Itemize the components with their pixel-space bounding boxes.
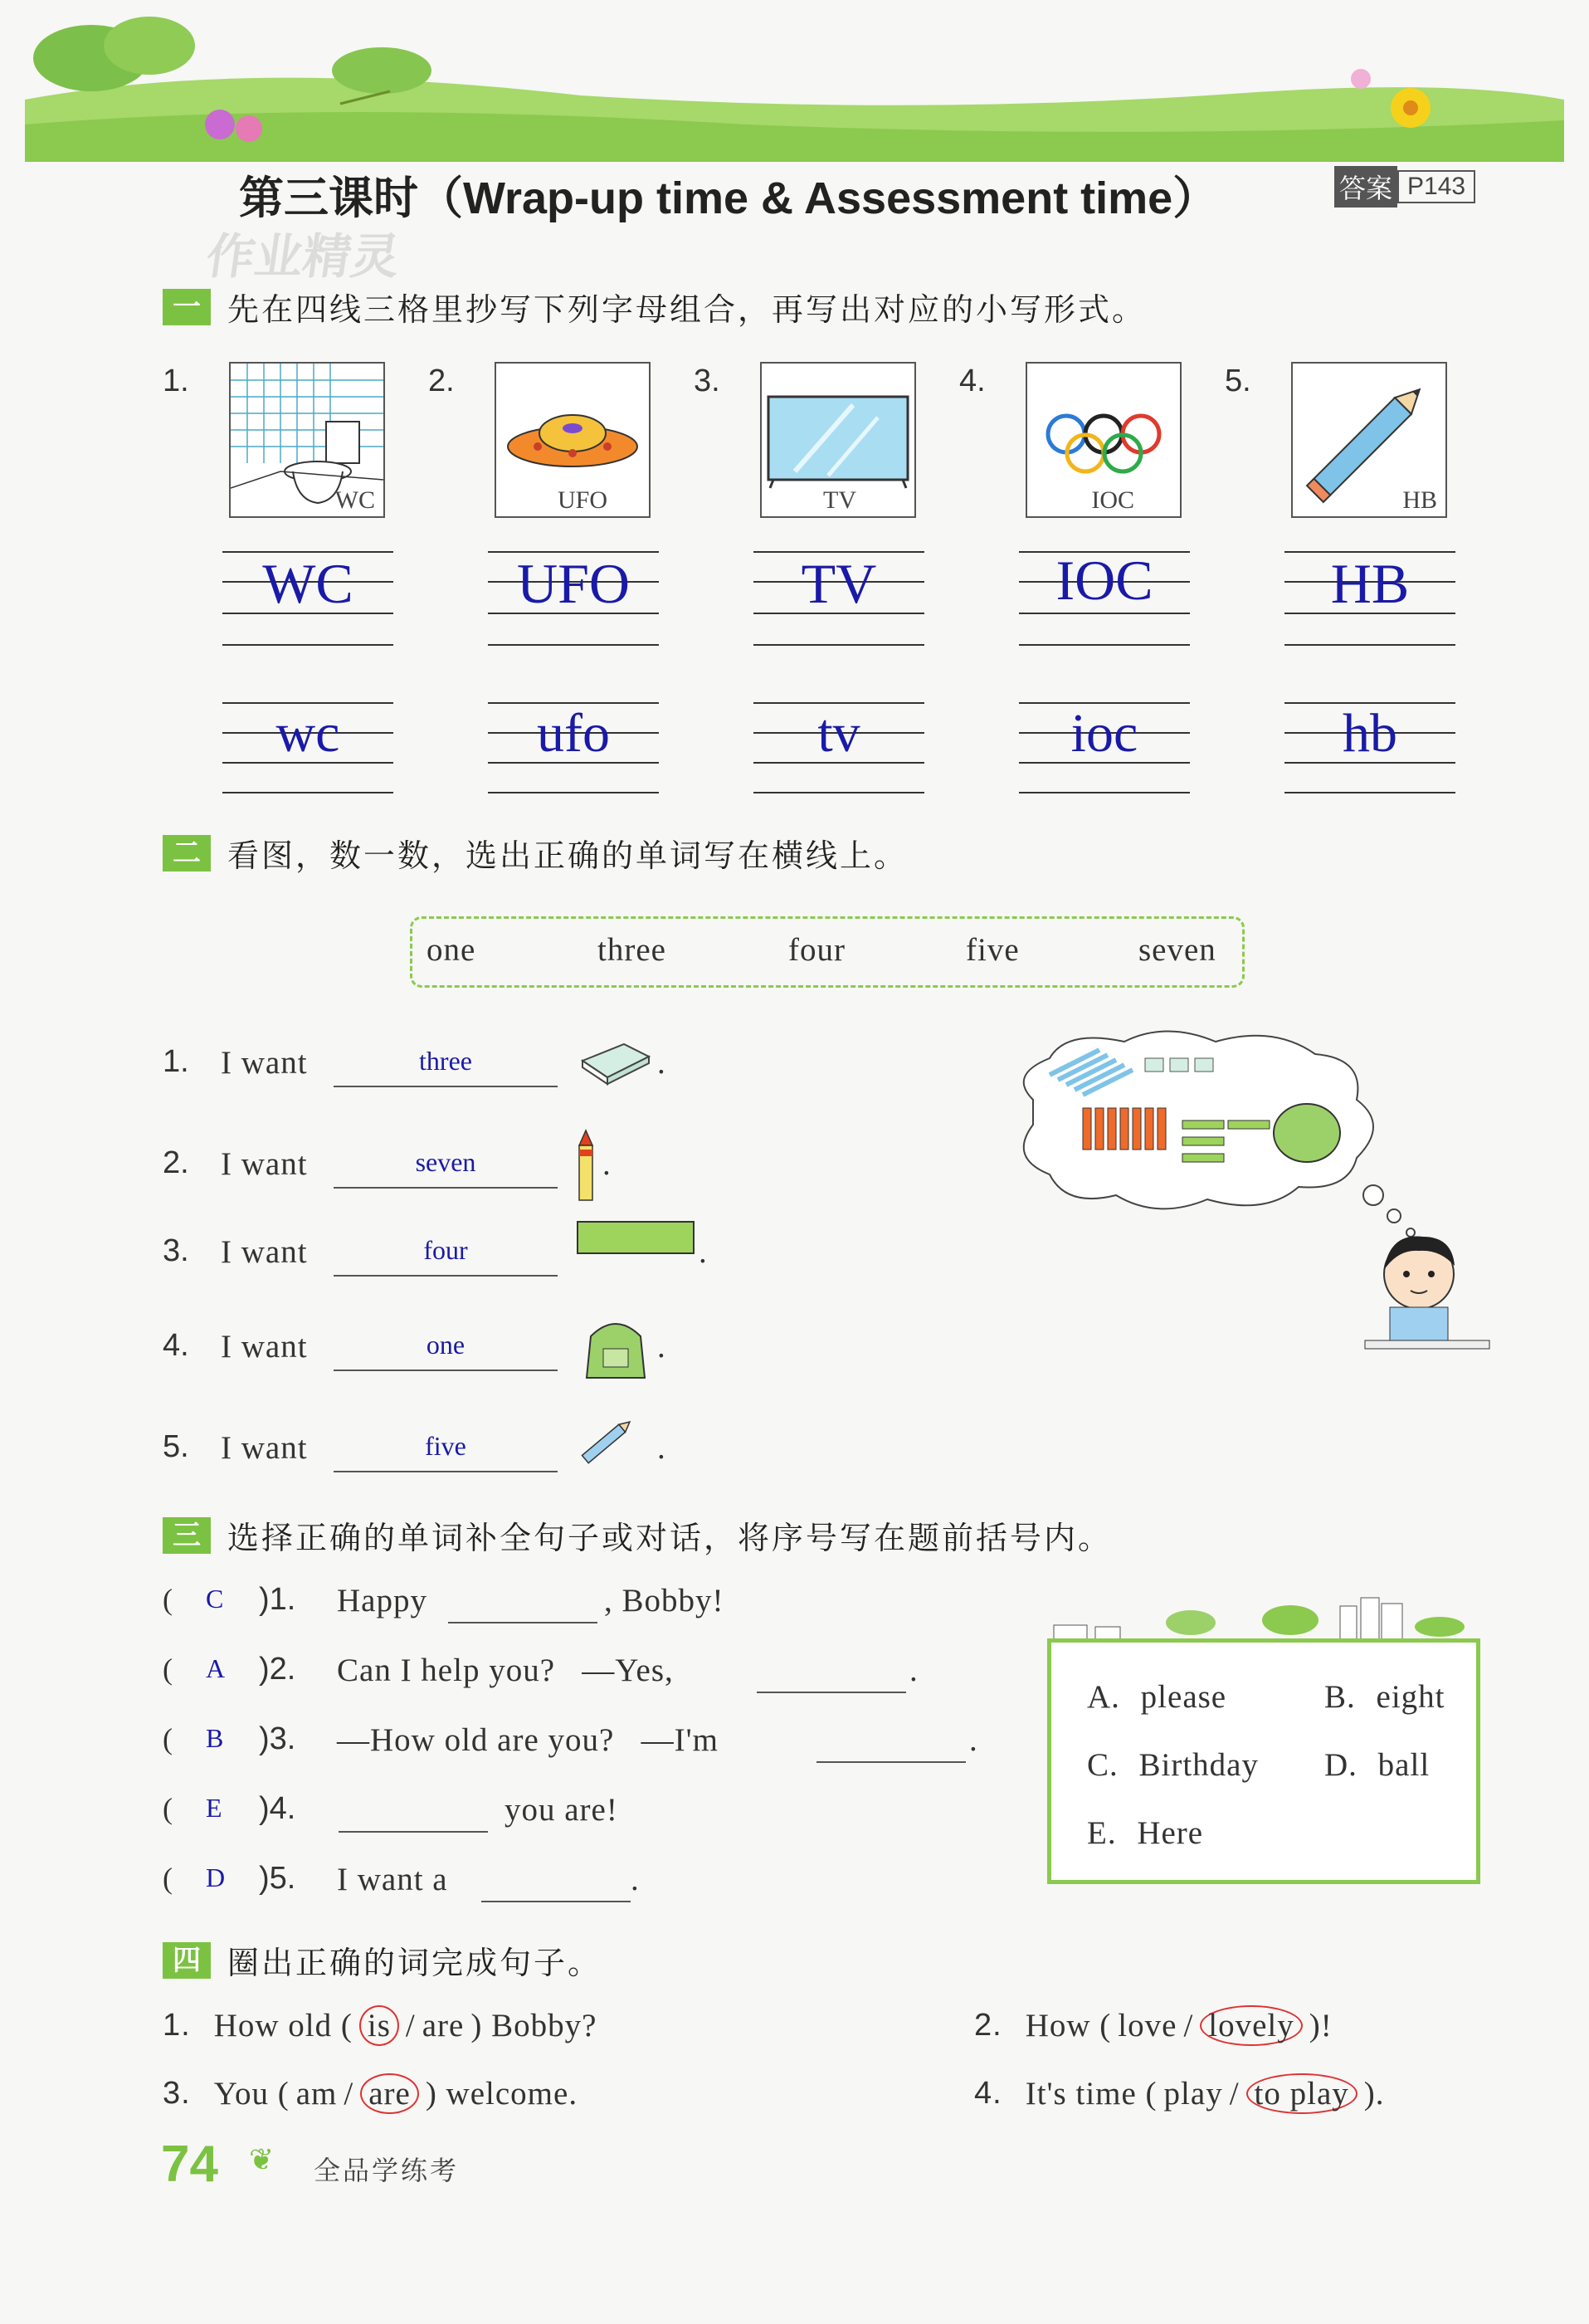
- s2-handwritten-answer[interactable]: four: [423, 1235, 468, 1265]
- answer-blank[interactable]: [481, 1901, 631, 1902]
- lowercase-answer[interactable]: ioc: [1070, 703, 1138, 764]
- crayons-in-bubble: [1083, 1108, 1166, 1150]
- answer-page: P143: [1397, 170, 1475, 203]
- option-C: [1087, 1746, 1259, 1784]
- word-bank-word: one: [426, 932, 476, 968]
- s4-pre: It's time (: [1025, 2076, 1158, 2112]
- s4-pre: How (: [1025, 2008, 1112, 2043]
- section3-instruction: 选择正确的单词补全句子或对话，将序号写在题前括号内。: [227, 1520, 1113, 1556]
- s4-post: ) Bobby?: [470, 2008, 597, 2043]
- picture-label: TV: [823, 486, 856, 514]
- option-word[interactable]: am: [295, 2076, 338, 2112]
- crayon-icon: [569, 1129, 602, 1208]
- period: .: [602, 1146, 612, 1182]
- option-D: [1324, 1746, 1430, 1784]
- circled-word[interactable]: is: [359, 2005, 399, 2046]
- answer-blank[interactable]: [757, 1692, 906, 1693]
- section2-badge: 二: [163, 835, 211, 872]
- writing-guide-line: [1019, 644, 1190, 646]
- word-bank-word: five: [966, 932, 1020, 968]
- s2-item-no: 5.: [163, 1429, 189, 1464]
- pencil-icon: [574, 1413, 641, 1475]
- option-letter: C.: [1087, 1747, 1119, 1783]
- s4-sentence: [163, 2005, 597, 2046]
- uppercase-answer[interactable]: IOC: [1055, 549, 1153, 612]
- open-paren: (: [163, 1653, 173, 1686]
- option-word: eight: [1376, 1679, 1445, 1715]
- slash: /: [1229, 2076, 1240, 2112]
- pencil-picture: [1291, 362, 1447, 518]
- s2-handwritten-answer[interactable]: seven: [415, 1147, 476, 1177]
- s2-handwritten-answer[interactable]: five: [425, 1431, 466, 1461]
- answer-blank[interactable]: [334, 1471, 558, 1472]
- writing-guide-line: [488, 644, 659, 646]
- answer-blank[interactable]: [339, 1831, 488, 1833]
- town-skyline-decoration: [1050, 1594, 1489, 1643]
- section1-badge: 一: [163, 289, 211, 325]
- section4-instruction: 圈出正确的词完成句子。: [227, 1945, 602, 1981]
- s2-handwritten-answer[interactable]: three: [419, 1046, 472, 1076]
- section3-badge: 三: [163, 1517, 211, 1554]
- answer-blank[interactable]: [334, 1275, 558, 1277]
- s2-item-no: 2.: [163, 1145, 189, 1180]
- circled-word[interactable]: to play: [1246, 2073, 1357, 2114]
- option-B: [1324, 1678, 1445, 1716]
- book-name: 全品学练考: [314, 2155, 460, 2186]
- uppercase-answer[interactable]: WC: [262, 552, 353, 615]
- thought-bubble-illustration: [1000, 1025, 1498, 1357]
- answer-reference: [1334, 166, 1475, 208]
- s3-handwritten-choice[interactable]: D: [206, 1863, 226, 1892]
- s3-handwritten-choice[interactable]: C: [206, 1584, 224, 1614]
- slash: /: [1183, 2008, 1194, 2043]
- section1-heading: [163, 284, 1146, 330]
- picture-label: WC: [334, 486, 375, 514]
- section4-heading: [163, 1937, 602, 1983]
- lowercase-answer[interactable]: wc: [275, 703, 340, 764]
- s3-sentence-before: I want a: [337, 1862, 448, 1897]
- section2-instruction: 看图，数一数，选出正确的单词写在横线上。: [227, 837, 909, 874]
- s1-item-no: 2.: [428, 364, 455, 398]
- ufo-picture: [495, 362, 651, 518]
- picture-label: HB: [1402, 486, 1437, 514]
- answer-blank[interactable]: [448, 1622, 597, 1623]
- page-title: 第三课时（Wrap-up time & Assessment time）: [239, 173, 1218, 223]
- s4-post: )!: [1309, 2008, 1333, 2043]
- picture-label: UFO: [557, 486, 607, 514]
- s1-item-no: 4.: [959, 364, 986, 398]
- s3-handwritten-choice[interactable]: B: [206, 1723, 224, 1753]
- word-bank-word: three: [597, 932, 666, 968]
- slash: /: [405, 2008, 416, 2043]
- s2-item-text: I want: [221, 1045, 308, 1081]
- s3-sentence-before: Can I help you? —Yes,: [337, 1653, 674, 1688]
- s2-item-text: I want: [221, 1146, 308, 1182]
- s4-item-no: 4.: [974, 2076, 1002, 2111]
- slash: /: [344, 2076, 354, 2112]
- writing-guide-line: [1284, 792, 1455, 793]
- s4-sentence: [974, 2073, 1385, 2114]
- s3-item-no: )3.: [259, 1721, 296, 1756]
- answer-blank[interactable]: [816, 1761, 966, 1763]
- option-word: Here: [1137, 1815, 1204, 1851]
- option-word: please: [1140, 1679, 1227, 1715]
- s2-item-text: I want: [221, 1430, 308, 1466]
- s4-item-no: 2.: [974, 2008, 1002, 2043]
- s4-item-no: 1.: [163, 2008, 191, 2043]
- answer-blank[interactable]: [334, 1187, 558, 1189]
- s2-item-text: I want: [221, 1329, 308, 1365]
- writing-guide-line: [753, 792, 924, 793]
- watermark: 作业精灵: [202, 228, 404, 285]
- section2-heading: [163, 830, 908, 876]
- s1-item-no: 5.: [1225, 364, 1251, 398]
- page-number: 74: [161, 2136, 218, 2193]
- word-bank-word: seven: [1138, 932, 1216, 968]
- s3-sentence-after: you are!: [504, 1792, 618, 1828]
- tv-picture: [760, 362, 916, 518]
- s4-pre: You (: [213, 2076, 290, 2112]
- s4-sentence: [974, 2005, 1333, 2046]
- option-word[interactable]: love: [1118, 2008, 1177, 2043]
- boy-illustration: [1365, 1237, 1489, 1350]
- s3-handwritten-choice[interactable]: E: [206, 1793, 222, 1823]
- option-letter: B.: [1324, 1679, 1356, 1715]
- s2-item-no: 1.: [163, 1044, 189, 1079]
- s3-sentence-after: , Bobby!: [604, 1583, 724, 1618]
- option-word: Birthday: [1138, 1747, 1259, 1783]
- period: .: [657, 1430, 666, 1466]
- section1-instruction: 先在四线三格里抄写下列字母组合，再写出对应的小写形式。: [227, 291, 1147, 328]
- header-meadow-banner: [0, 0, 1589, 166]
- option-E: [1087, 1814, 1203, 1852]
- lowercase-answer[interactable]: ufo: [537, 703, 610, 764]
- lowercase-answer[interactable]: hb: [1343, 703, 1397, 764]
- s1-item-no: 3.: [694, 364, 720, 398]
- erasers-in-bubble: [1145, 1058, 1213, 1072]
- s3-sentence-after: .: [909, 1653, 919, 1688]
- open-paren: (: [163, 1792, 173, 1825]
- ruler-icon: [574, 1217, 699, 1262]
- s4-sentence: [163, 2073, 578, 2114]
- s2-item-no: 3.: [163, 1233, 189, 1268]
- writing-guide-line: [753, 644, 924, 646]
- s3-item-no: )1.: [259, 1582, 296, 1617]
- s4-post: ).: [1363, 2076, 1385, 2112]
- word-bank-word: four: [788, 932, 846, 968]
- s3-sentence-before: Happy: [337, 1583, 427, 1618]
- s3-sentence-before: —How old are you? —I'm: [337, 1722, 719, 1758]
- option-letter: D.: [1324, 1747, 1357, 1783]
- lowercase-answer[interactable]: tv: [817, 703, 860, 764]
- schoolbag-icon: [574, 1311, 657, 1390]
- answer-blank[interactable]: [334, 1086, 558, 1087]
- answer-tag: 答案: [1334, 166, 1397, 208]
- period: .: [657, 1329, 666, 1365]
- section3-heading: [163, 1512, 1112, 1558]
- toilet-picture: [229, 362, 385, 518]
- s3-item-no: )4.: [259, 1791, 296, 1826]
- writing-guide-line: [1019, 792, 1190, 793]
- s2-item-text: I want: [221, 1234, 308, 1270]
- open-paren: (: [163, 1862, 173, 1895]
- olympic-rings-picture: [1026, 362, 1182, 518]
- option-word[interactable]: are: [422, 2008, 465, 2043]
- option-word[interactable]: play: [1163, 2076, 1223, 2112]
- option-word: ball: [1377, 1747, 1431, 1783]
- writing-guide-line: [222, 792, 393, 793]
- writing-guide-line: [488, 792, 659, 793]
- s3-item-no: )2.: [259, 1652, 296, 1687]
- uppercase-answer[interactable]: HB: [1330, 552, 1410, 615]
- s3-handwritten-choice[interactable]: A: [206, 1653, 226, 1683]
- section4-badge: 四: [163, 1942, 211, 1979]
- s3-item-no: )5.: [259, 1861, 296, 1896]
- option-letter: A.: [1087, 1679, 1120, 1715]
- s4-item-no: 3.: [163, 2076, 191, 2111]
- picture-label: IOC: [1091, 486, 1134, 514]
- s2-item-no: 4.: [163, 1328, 189, 1363]
- answer-blank[interactable]: [334, 1370, 558, 1371]
- option-A: [1087, 1678, 1226, 1716]
- period: .: [699, 1234, 708, 1270]
- open-paren: (: [163, 1722, 173, 1755]
- circled-word[interactable]: lovely: [1200, 2005, 1302, 2046]
- open-paren: (: [163, 1583, 173, 1616]
- eraser-icon: [574, 1028, 657, 1090]
- writing-guide-line: [222, 644, 393, 646]
- uppercase-answer[interactable]: TV: [801, 552, 877, 615]
- leaf-icon: ❦: [249, 2143, 275, 2177]
- s3-sentence-after: .: [631, 1862, 640, 1897]
- s2-handwritten-answer[interactable]: one: [426, 1330, 465, 1360]
- uppercase-answer[interactable]: UFO: [516, 552, 631, 615]
- circled-word[interactable]: are: [360, 2073, 419, 2114]
- option-letter: E.: [1087, 1815, 1117, 1851]
- s1-item-no: 1.: [163, 364, 189, 398]
- s4-post: ) welcome.: [425, 2076, 578, 2112]
- writing-guide-line: [1284, 644, 1455, 646]
- s4-pre: How old (: [213, 2008, 353, 2043]
- period: .: [657, 1045, 666, 1081]
- s3-sentence-after: .: [969, 1722, 978, 1758]
